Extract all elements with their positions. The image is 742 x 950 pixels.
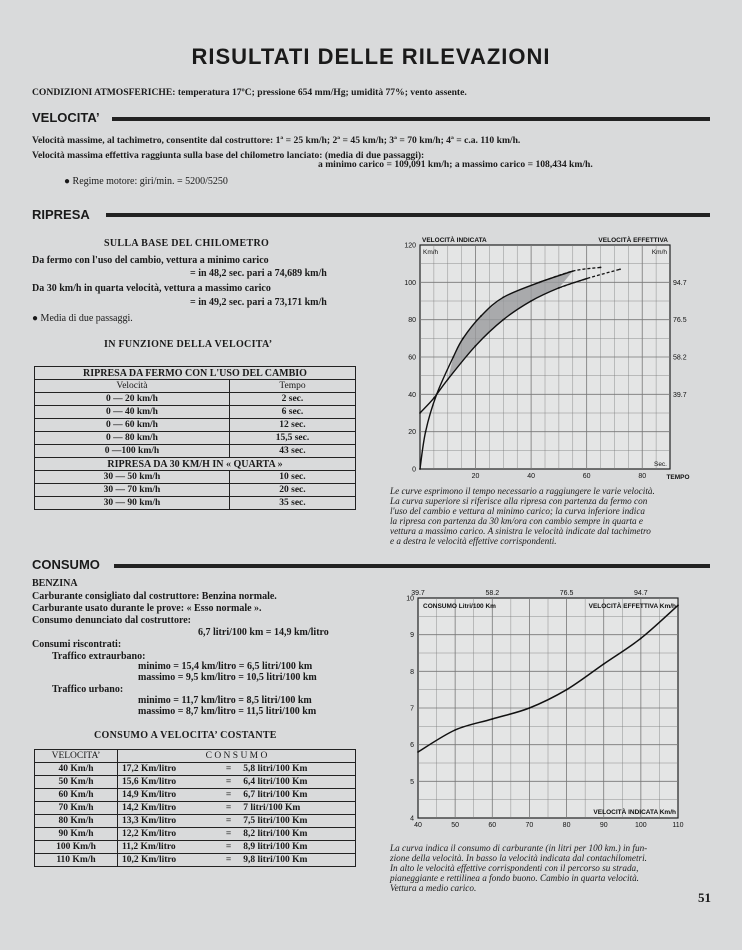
data-point (452, 356, 454, 358)
table-row (35, 763, 356, 776)
ripresa-line-4: = in 49,2 sec. pari a 73,171 km/h (190, 297, 327, 308)
consumo-line-4: 6,7 litri/100 km = 14,9 km/litro (198, 627, 329, 638)
bullet-icon: ● (32, 313, 41, 324)
ripresa-chart (390, 232, 710, 484)
caption-line: pianeggiante e rettilinea a fondo buono. Cambio in quarta velocità. (390, 873, 639, 883)
benzina-heading: BENZINA (32, 578, 78, 589)
x-tick-label: 110 (672, 822, 684, 829)
ripresa-subheading-2: IN FUNZIONE DELLA VELOCITA’ (104, 339, 273, 350)
x-tick-label: 70 (525, 822, 534, 829)
cell-litri-100km: 8,9 litri/100 Km (239, 841, 355, 854)
x-tick-label: 60 (488, 822, 497, 829)
data-point (475, 345, 477, 347)
column-header-velocita: Velocità (35, 380, 230, 393)
data-point (419, 468, 421, 470)
caption-line: La curva superiore si riferisce alla ripresa con partenza da fermo con (390, 496, 648, 506)
y-tick-label: 100 (404, 279, 416, 287)
data-point (433, 397, 435, 399)
y-tick-label: 120 (404, 242, 416, 250)
caption-line: La curva indica il consumo di carburante (in litri per 100 km.) in fun- (390, 843, 648, 853)
data-point (603, 663, 605, 665)
caption-line: e a destra le velocità effettive corrispondenti. (390, 536, 557, 546)
column-header-consumo: C O N S U M O (118, 750, 356, 763)
x-axis-unit: Sec. (653, 461, 667, 468)
section-ripresa-heading: RIPRESA (32, 207, 90, 222)
y-axis-title-left: VELOCITÀ INDICATA (422, 237, 487, 244)
consumo-line-8: massimo = 9,5 km/litro = 10,5 litri/100 km (138, 672, 317, 683)
consumo-line-9: Traffico urbano: (52, 684, 124, 695)
media-passaggi: Media di due passaggi. (40, 313, 133, 324)
cell-tempo: 12 sec. (229, 419, 355, 432)
column-header-tempo: Tempo (229, 380, 355, 393)
table-row (35, 484, 356, 497)
x-tick-label: 50 (451, 822, 460, 829)
consumo-line-1: Carburante consigliato dal costruttore: Benzina normale. (32, 591, 277, 602)
cell-velocita: 90 Km/h (35, 828, 118, 841)
cell-tempo: 2 sec. (229, 393, 355, 406)
cell-tempo: 6 sec. (229, 406, 355, 419)
table-row (35, 854, 356, 867)
cell-km-litro: 10,2 Km/litro (118, 854, 218, 867)
table-row (35, 789, 356, 802)
caption-line: l'uso del cambio e vettura al minimo carico; la curva inferiore indica (390, 506, 645, 516)
y-axis-unit-left: Km/h (423, 249, 439, 256)
x-tick-label: 80 (562, 822, 571, 829)
table-row (35, 776, 356, 789)
data-point (417, 751, 419, 753)
cell-velocita: 0 —100 km/h (35, 445, 230, 458)
y-tick-label: 8 (410, 668, 414, 676)
consumo-chart-caption (390, 843, 720, 893)
cell-km-litro: 14,2 Km/litro (118, 802, 218, 815)
ripresa-line-3: Da 30 km/h in quarta velocità, vettura a massimo carico (32, 283, 271, 294)
cell-velocita: 110 Km/h (35, 854, 118, 867)
data-point (539, 281, 541, 283)
cell-litri-100km: 7,5 litri/100 Km (239, 815, 355, 828)
ripresa-chart-caption (390, 486, 720, 546)
data-point (677, 604, 679, 606)
data-point (419, 412, 421, 414)
consumo-line-2: Carburante usato durante le prove: « Esso normale ». (32, 603, 262, 614)
y-axis-unit-right: Km/h (651, 249, 667, 256)
x-tick-label: 20 (471, 473, 480, 480)
velocita-line-1: Velocità massime, al tachimetro, consentite dal costruttore: 1ª = 25 km/h; 2ª = 45 km/h; 3ª = 70 km/h; 4ª = c.a. 110 km/h. (32, 135, 521, 146)
cell-km-litro: 13,3 Km/litro (118, 815, 218, 828)
data-point (586, 278, 588, 280)
x-tick-label: 100 (635, 822, 647, 829)
cell-km-litro: 14,9 Km/litro (118, 789, 218, 802)
data-point (480, 315, 482, 317)
cell-equals: = (218, 815, 239, 828)
data-point (619, 268, 621, 270)
ripresa-table (34, 366, 356, 510)
y-right-tick-label: 39.7 (673, 391, 687, 399)
y-tick-label: 9 (410, 632, 414, 640)
column-header-velocita: VELOCITA’ (35, 750, 118, 763)
cell-velocita: 30 — 70 km/h (35, 484, 230, 497)
table-row (35, 445, 356, 458)
table-row (35, 393, 356, 406)
table-row (35, 471, 356, 484)
caption-line: Le curve esprimono il tempo necessario a raggiungere le varie velocità. (390, 486, 655, 496)
y-tick-label: 4 (410, 815, 414, 823)
y-tick-label: 6 (410, 742, 414, 750)
table-row (35, 458, 356, 471)
data-point (600, 267, 602, 269)
table-title: RIPRESA DA FERMO CON L'USO DEL CAMBIO (35, 367, 356, 380)
y-tick-label: 40 (408, 391, 416, 399)
data-point (462, 337, 464, 339)
cell-velocita: 0 — 20 km/h (35, 393, 230, 406)
top-tick-label: 39.7 (411, 590, 425, 597)
data-point (529, 707, 531, 709)
cell-litri-100km: 7 litri/100 Km (239, 802, 355, 815)
cell-velocita: 100 Km/h (35, 841, 118, 854)
cell-litri-100km: 9,8 litri/100 Km (239, 854, 355, 867)
top-axis-title: VELOCITÀ EFFETTIVA Km/h (588, 603, 676, 610)
cell-velocita: 30 — 90 km/h (35, 497, 230, 510)
data-point (447, 379, 449, 381)
caption-line: In alto le velocità effettive corrispondenti con il percorso su strada, (390, 863, 639, 873)
y-tick-label: 20 (408, 429, 416, 437)
y-tick-label: 10 (406, 595, 414, 603)
y-right-tick-label: 76.5 (673, 317, 687, 325)
ripresa-line-1: Da fermo con l'uso del cambio, vettura a minimo carico (32, 255, 269, 266)
y-tick-label: 5 (410, 778, 414, 786)
cell-equals: = (218, 776, 239, 789)
consumo-chart (388, 584, 698, 834)
page-number: 51 (698, 890, 711, 905)
data-point (425, 431, 427, 433)
cell-km-litro: 15,6 Km/litro (118, 776, 218, 789)
caption-line: la ripresa con partenza da 30 km/ora con cambio sempre in quarta e (390, 516, 643, 526)
data-point (502, 319, 504, 321)
consumo-line-11: massimo = 8,7 km/litro = 11,5 litri/100 km (138, 706, 317, 717)
cell-equals: = (218, 828, 239, 841)
table-row (35, 497, 356, 510)
consumo-line-6: Traffico extraurbano: (52, 651, 146, 662)
cell-km-litro: 11,2 Km/litro (118, 841, 218, 854)
table-row (35, 419, 356, 432)
cell-velocita: 70 Km/h (35, 802, 118, 815)
x-tick-label: 40 (414, 822, 422, 829)
regime-motore: Regime motore: giri/min. = 5200/5250 (72, 176, 228, 187)
caption-line: vettura a massimo carico. A sinistra le velocità indicate dal tachimetro (390, 526, 651, 536)
bullet-icon: ● (64, 176, 73, 187)
ripresa-line-2: = in 48,2 sec. pari a 74,689 km/h (190, 268, 327, 279)
x-tick-label: 90 (599, 822, 608, 829)
y-right-tick-label: 58.2 (673, 354, 687, 362)
cell-equals: = (218, 841, 239, 854)
cell-tempo: 20 sec. (229, 484, 355, 497)
section-consumo-heading: CONSUMO (32, 557, 100, 572)
table-row (35, 802, 356, 815)
cell-velocita: 40 Km/h (35, 763, 118, 776)
y-axis-title: CONSUMO Litri/100 Km (423, 603, 496, 610)
velocita-line-3: a minimo carico = 109,091 km/h; a massimo carico = 108,434 km/h. (318, 159, 593, 170)
cell-velocita: 30 — 50 km/h (35, 471, 230, 484)
cell-velocita: 0 — 40 km/h (35, 406, 230, 419)
table-row (35, 841, 356, 854)
y-tick-label: 60 (408, 354, 416, 362)
table-row (35, 406, 356, 419)
cell-litri-100km: 5,8 litri/100 Km (239, 763, 355, 776)
cell-equals: = (218, 802, 239, 815)
consumo-line-7: minimo = 15,4 km/litro = 6,5 litri/100 km (138, 661, 313, 672)
data-point (572, 270, 574, 272)
section-divider (112, 117, 710, 121)
cell-tempo: 10 sec. (229, 471, 355, 484)
cell-tempo: 35 sec. (229, 497, 355, 510)
cell-tempo: 15,5 sec. (229, 432, 355, 445)
table-title: RIPRESA DA 30 KM/H IN « QUARTA » (35, 458, 356, 471)
ripresa-bullet (32, 313, 133, 324)
cell-equals: = (218, 763, 239, 776)
page-title: RISULTATI DELLE RILEVAZIONI (191, 44, 551, 69)
cell-litri-100km: 8,2 litri/100 Km (239, 828, 355, 841)
data-point (558, 287, 560, 289)
table-row (35, 828, 356, 841)
x-tick-label: 80 (638, 473, 647, 480)
cell-litri-100km: 6,7 litri/100 Km (239, 789, 355, 802)
consumo-table (34, 749, 356, 867)
section-divider (106, 213, 710, 217)
cell-km-litro: 12,2 Km/litro (118, 828, 218, 841)
atmospheric-conditions: CONDIZIONI ATMOSFERICHE: temperatura 17ºC; pressione 654 mm/Hg; umidità 77%; vento assente. (32, 87, 467, 98)
y-axis-title-right: VELOCITÀ EFFETTIVA (598, 237, 668, 244)
cell-velocita: 60 Km/h (35, 789, 118, 802)
section-divider (114, 564, 710, 568)
data-point (491, 718, 493, 720)
data-point (530, 300, 532, 302)
x-tick-label: 60 (582, 473, 591, 480)
caption-line: zione della velocità. In basso la velocità indicata dal contachilometri. (390, 853, 647, 863)
consumo-line-3: Consumo denunciato dal costruttore: (32, 615, 191, 626)
cell-km-litro: 17,2 Km/litro (118, 763, 218, 776)
y-tick-label: 7 (410, 705, 414, 713)
y-tick-label: 80 (408, 317, 416, 325)
cell-velocita: 50 Km/h (35, 776, 118, 789)
velocita-line-2: Velocità massima effettiva raggiunta sulla base del chilometro lanciato: (media di due passaggi): (32, 150, 425, 161)
data-point (502, 296, 504, 298)
table-row (35, 815, 356, 828)
x-tick-label: 40 (527, 473, 536, 480)
y-right-tick-label: 94.7 (673, 279, 687, 287)
top-tick-label: 94.7 (634, 590, 648, 597)
top-tick-label: 76.5 (559, 590, 574, 597)
cell-equals: = (218, 854, 239, 867)
velocita-bullet (64, 176, 228, 187)
x-axis-title: TEMPO (666, 474, 690, 481)
consumo-subheading: CONSUMO A VELOCITA’ COSTANTE (94, 730, 277, 741)
y-tick-label: 0 (412, 466, 416, 474)
x-axis-title: VELOCITÀ INDICATA Km/h (593, 809, 676, 816)
caption-line: Vettura a medio carico. (390, 883, 477, 893)
cell-velocita: 80 Km/h (35, 815, 118, 828)
data-point (566, 689, 568, 691)
data-point (640, 637, 642, 639)
data-point (454, 729, 456, 731)
consumo-line-5: Consumi riscontrati: (32, 639, 122, 650)
cell-velocita: 0 — 80 km/h (35, 432, 230, 445)
cell-equals: = (218, 789, 239, 802)
section-velocita-heading: VELOCITA’ (32, 110, 100, 125)
top-tick-label: 58.2 (485, 590, 500, 597)
consumo-line-10: minimo = 11,7 km/litro = 8,5 litri/100 km (138, 695, 312, 706)
cell-litri-100km: 6,4 litri/100 Km (239, 776, 355, 789)
cell-tempo: 43 sec. (229, 445, 355, 458)
table-row (35, 432, 356, 445)
ripresa-subheading-1: SULLA BASE DEL CHILOMETRO (104, 238, 270, 249)
cell-velocita: 0 — 60 km/h (35, 419, 230, 432)
data-point (436, 393, 438, 395)
